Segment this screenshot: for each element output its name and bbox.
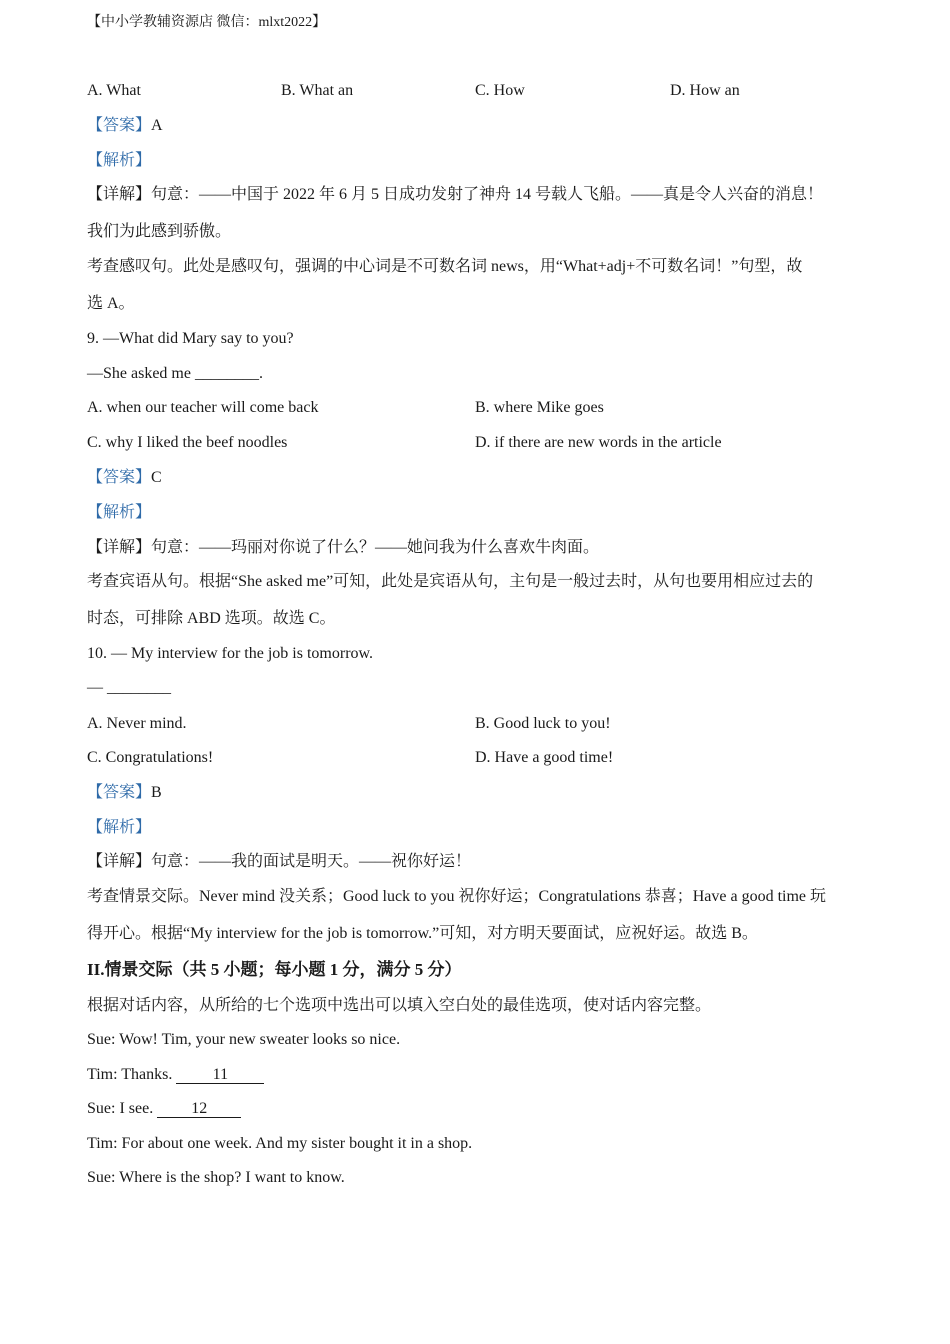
section-title: II.情景交际（共 5 小题；每小题 1 分，满分 5 分） — [87, 960, 462, 979]
q8-answer — [87, 116, 163, 136]
q10-option-d: D. Have a good time! — [475, 749, 614, 766]
q9-stem-2: —She asked me ________. — [87, 365, 263, 382]
q8-detail-4: 选 A。 — [87, 295, 135, 312]
q10-option-b: B. Good luck to you! — [475, 715, 611, 732]
answer-tag: 【答案】 — [87, 117, 152, 134]
q9-detail-2: 考查宾语从句。根据“She asked me”可知，此处是宾语从句，主句是一般过去时，从句也要用相应过去的 — [87, 573, 814, 590]
q9-option-b: B. where Mike goes — [475, 399, 604, 416]
q8-option-d: D. How an — [670, 82, 740, 99]
answer-value: B — [151, 784, 162, 801]
dialog-line-1: Sue: Wow! Tim, your new sweater looks so nice. — [87, 1031, 401, 1048]
q9-option-a: A. when our teacher will come back — [87, 399, 319, 416]
q10-answer — [87, 783, 162, 803]
q9-analysis-tag: 【解析】 — [87, 504, 152, 521]
answer-value: A — [151, 117, 163, 134]
dialog-line-2 — [87, 1065, 264, 1085]
blank-12: 12 — [157, 1101, 241, 1118]
dialog-speaker-text: Sue: I see. — [87, 1100, 158, 1117]
dialog-line-5: Sue: Where is the shop? I want to know. — [87, 1169, 345, 1186]
q8-detail-1: 【详解】句意：——中国于 2022 年 6 月 5 日成功发射了神舟 14 号载人飞船。——真是令人兴奋的消息！ — [87, 186, 824, 203]
section-instruction: 根据对话内容，从所给的七个选项中选出可以填入空白处的最佳选项，使对话内容完整。 — [87, 997, 712, 1014]
q10-detail-1: 【详解】句意：——我的面试是明天。——祝你好运！ — [87, 853, 472, 870]
q8-option-a: A. What — [87, 82, 141, 99]
answer-tag: 【答案】 — [87, 784, 152, 801]
q8-option-b: B. What an — [281, 82, 354, 99]
q10-detail-2: 考查情景交际。Never mind 没关系；Good luck to you 祝你好运；Congratulations 恭喜；Have a good time 玩 — [87, 888, 827, 905]
dialog-line-4: Tim: For about one week. And my sister bought it in a shop. — [87, 1135, 473, 1152]
answer-value: C — [151, 469, 162, 486]
answer-tag: 【答案】 — [87, 469, 152, 486]
q8-detail-2: 我们为此感到骄傲。 — [87, 223, 232, 240]
q10-option-a: A. Never mind. — [87, 715, 187, 732]
dialog-speaker-text: Tim: Thanks. — [87, 1066, 177, 1083]
q9-detail-1: 【详解】句意：——玛丽对你说了什么？——她问我为什么喜欢牛肉面。 — [87, 539, 600, 556]
q10-stem-2: — ________ — [87, 679, 171, 696]
dialog-line-3 — [87, 1099, 241, 1119]
q10-option-c: C. Congratulations! — [87, 749, 214, 766]
q9-answer — [87, 468, 162, 488]
q10-stem-1: 10. — My interview for the job is tomorrow. — [87, 645, 374, 662]
q8-option-c: C. How — [475, 82, 525, 99]
q9-detail-3: 时态，可排除 ABD 选项。故选 C。 — [87, 610, 336, 627]
page-header: 【中小学教辅资源店 微信：mlxt2022】 — [87, 15, 327, 30]
blank-11: 11 — [176, 1067, 264, 1084]
q10-detail-3: 得开心。根据“My interview for the job is tomorrow.”可知，对方明天要面试，应祝好运。故选 B。 — [87, 925, 758, 942]
q9-option-d: D. if there are new words in the article — [475, 434, 722, 451]
q9-stem-1: 9. —What did Mary say to you? — [87, 330, 294, 347]
q8-detail-3: 考查感叹句。此处是感叹句，强调的中心词是不可数名词 news，用“What+adj+不可数名词！”句型，故 — [87, 258, 803, 275]
q10-analysis-tag: 【解析】 — [87, 819, 152, 836]
q9-option-c: C. why I liked the beef noodles — [87, 434, 288, 451]
q8-analysis-tag: 【解析】 — [87, 152, 152, 169]
